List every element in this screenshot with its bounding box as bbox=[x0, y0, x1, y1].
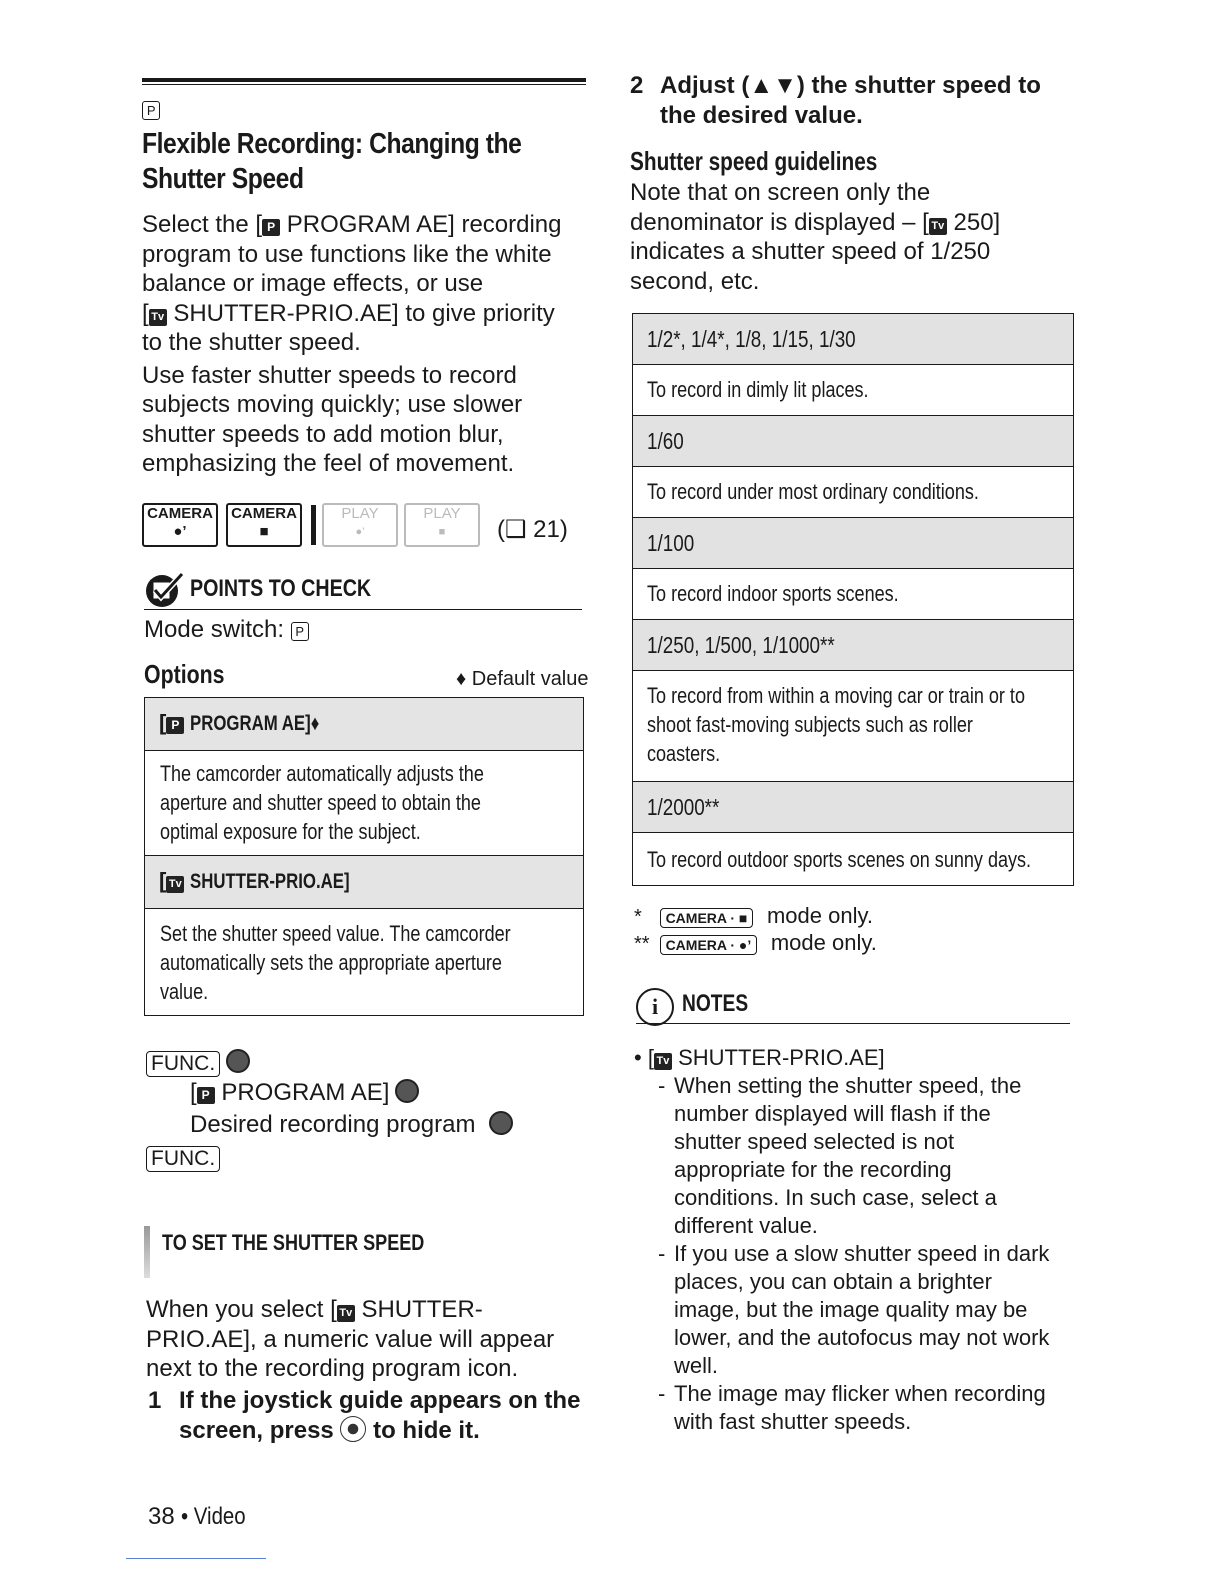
camera-photo-badge: CAMERA · ■ bbox=[660, 908, 754, 928]
step-2-text: Adjust (▲▼) the shutter speed to the desired value. bbox=[660, 72, 1041, 129]
default-value-note: ♦ Default value bbox=[456, 668, 589, 690]
intro-text: Select the [ P PROGRAM AE] recording program to use functions like the white balance or image effects, or use [ Tv SHUTTER-PRIO.AE] to give priority to the shutter speed. Use faster shutter speeds to record subjects moving quickly; use slower shutter speeds to add motion blur, emphasizing the feel of movement. bbox=[142, 211, 562, 477]
program-switch-icon: P bbox=[291, 622, 309, 641]
note-bullet: • bbox=[634, 1045, 642, 1070]
notes-title: NOTES bbox=[682, 990, 749, 1017]
note-item-3: - The image may flicker when recording with fast shutter speeds. bbox=[658, 1381, 1046, 1434]
tv-icon: Tv bbox=[337, 1305, 355, 1322]
speed-row-3: 1/100 bbox=[633, 518, 1073, 569]
points-rule bbox=[144, 609, 582, 610]
func-button-icon: FUNC. bbox=[146, 1051, 220, 1077]
guidelines-text: Note that on screen only the denominator is displayed – [ Tv 250] indicates a shutter speed of 1/250 second, etc. bbox=[630, 179, 1001, 295]
to-set-body: When you select [ Tv SHUTTER- PRIO.AE], a numeric value will appear next to the recording program icon. bbox=[146, 1296, 555, 1382]
speed-row-5: 1/2000** bbox=[633, 782, 1073, 833]
speed-row-2: 1/60 bbox=[633, 416, 1073, 467]
speed-desc-1: To record in dimly lit places. bbox=[633, 365, 1073, 416]
to-set-title: TO SET THE SHUTTER SPEED bbox=[162, 1230, 425, 1255]
tv-icon: Tv bbox=[149, 309, 167, 326]
program-icon: P bbox=[197, 1087, 215, 1104]
section-marker bbox=[144, 1226, 150, 1278]
page-section: • Video bbox=[181, 1503, 247, 1530]
title-line-2: Shutter Speed bbox=[142, 163, 304, 195]
option-shutter-desc: Set the shutter speed value. The camcorder automatically sets the appropriate aperture value. bbox=[160, 921, 511, 1004]
title-line-1: Flexible Recording: Changing the bbox=[142, 128, 522, 160]
info-icon: i bbox=[636, 988, 674, 1026]
shutter-speed-table bbox=[632, 313, 1074, 886]
speed-desc-3: To record indoor sports scenes. bbox=[633, 569, 1073, 620]
camera-video-badge: CAMERA · ●’ bbox=[660, 935, 758, 955]
mode-separator bbox=[311, 505, 316, 545]
footnote-1: * CAMERA · ■ mode only. bbox=[634, 903, 873, 928]
speed-desc-2: To record under most ordinary conditions. bbox=[633, 467, 1073, 518]
note-item-1: - When setting the shutter speed, the number displayed will flash if the shutter speed selected is not appropriate for the recording conditions. In such case, select a different value. bbox=[658, 1073, 1022, 1238]
speed-desc-4: To record from within a moving car or train or to shoot fast-moving subjects such as roller coasters. bbox=[633, 671, 1073, 782]
play-photo-mode-icon: PLAY ■ bbox=[404, 503, 480, 547]
page-footer bbox=[148, 1503, 257, 1531]
joystick-press-icon bbox=[395, 1079, 419, 1103]
step-2-number: 2 bbox=[630, 72, 644, 99]
func-button-icon: FUNC. bbox=[146, 1146, 220, 1172]
options-table bbox=[144, 697, 584, 1016]
play-video-mode-icon: PLAY ●’ bbox=[322, 503, 398, 547]
speed-row-4: 1/250, 1/500, 1/1000** bbox=[633, 620, 1073, 671]
title-rule bbox=[142, 78, 586, 82]
program-icon: P bbox=[166, 717, 184, 734]
func-step-4 bbox=[146, 1146, 220, 1172]
mode-switch-line: Mode switch: P bbox=[144, 615, 315, 645]
joystick-center-icon bbox=[340, 1416, 366, 1442]
step-1-number: 1 bbox=[148, 1387, 162, 1414]
func-step-2: [ P PROGRAM AE] bbox=[190, 1078, 419, 1108]
program-mode-icon: P bbox=[142, 101, 160, 120]
camera-photo-mode-icon: CAMERA ■ bbox=[226, 503, 302, 547]
guidelines-title: Shutter speed guidelines bbox=[630, 146, 878, 176]
notes-rule bbox=[636, 1023, 1070, 1024]
tv-icon: Tv bbox=[929, 218, 947, 235]
page-title bbox=[142, 92, 602, 197]
page-number: 38 bbox=[148, 1503, 175, 1530]
step-1-text: If the joystick guide appears on the screen, press to hide it. bbox=[179, 1387, 581, 1444]
tv-icon: Tv bbox=[654, 1053, 672, 1070]
options-title: Options bbox=[144, 659, 225, 689]
joystick-press-icon bbox=[226, 1049, 250, 1073]
joystick-press-icon bbox=[489, 1111, 513, 1135]
option-program-desc: The camcorder automatically adjusts the aperture and shutter speed to obtain the optimal exposure for the subject. bbox=[145, 751, 583, 856]
tv-icon: Tv bbox=[166, 876, 184, 893]
page-reference: (❑ 21) bbox=[497, 516, 568, 543]
footer-link-rule bbox=[126, 1558, 266, 1559]
func-step-1 bbox=[146, 1049, 250, 1077]
speed-desc-5: To record outdoor sports scenes on sunny days. bbox=[647, 847, 1032, 872]
notes-list: • [ Tv SHUTTER-PRIO.AE] - When setting the shutter speed, the number displayed will flash if the shutter speed selected is not appropriate for the recording conditions. In such case, select a different value. - If you use a slow shutter speed in dark places, you can obtain a brighter image, but the image quality may be lower, and the autofocus may not work well. - The image may flicker when recording with fast shutter speeds. bbox=[634, 1044, 1074, 1436]
option-program-header: [ P PROGRAM AE]♦ bbox=[145, 698, 583, 751]
program-icon: P bbox=[262, 219, 280, 236]
footnote-2: ** CAMERA · ●’ mode only. bbox=[634, 930, 877, 955]
speed-row-1: 1/2*, 1/4*, 1/8, 1/15, 1/30 bbox=[633, 314, 1073, 365]
option-shutter-header: [ Tv SHUTTER-PRIO.AE] bbox=[145, 856, 583, 909]
title-rule-thin bbox=[142, 84, 586, 85]
func-step-3: Desired recording program bbox=[190, 1110, 513, 1140]
points-to-check-title: POINTS TO CHECK bbox=[190, 575, 372, 602]
note-item-2: - If you use a slow shutter speed in dark places, you can obtain a brighter image, but the image quality may be lower, and the autofocus may not work well. bbox=[658, 1241, 1050, 1378]
camera-video-mode-icon: CAMERA ●’ bbox=[142, 503, 218, 547]
